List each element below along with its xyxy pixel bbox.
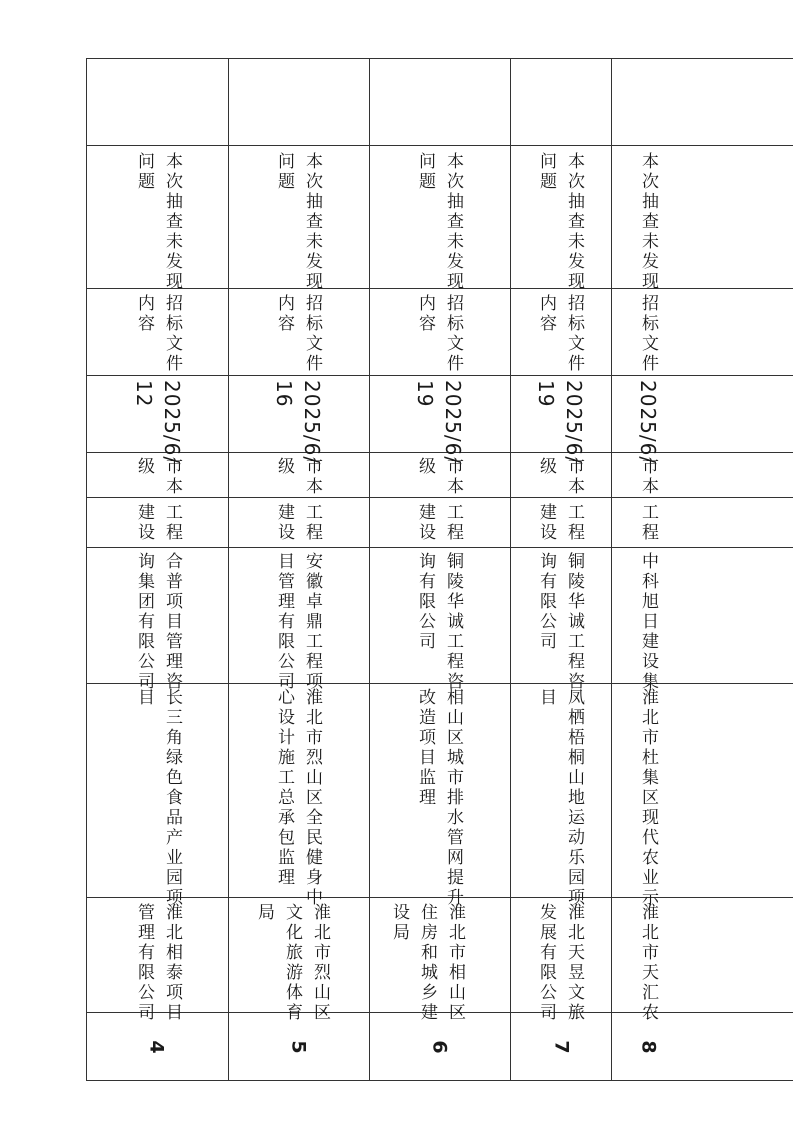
- row-divider: [510, 58, 511, 1080]
- agency-cell: 安徽卓鼎工程项 目管理有限公司: [274, 552, 322, 692]
- type-cell: 工程: [638, 503, 658, 543]
- project-cell: 凤栖梧桐山地运动乐园项 目: [536, 688, 584, 908]
- table-border-top: [86, 58, 793, 59]
- column-divider: [86, 547, 793, 548]
- project-cell: 长三角绿色食品产业园项 目: [134, 688, 182, 908]
- level-cell: 市本 级: [134, 457, 182, 497]
- type-cell: 工程 建设: [274, 503, 322, 543]
- level-cell: 市本: [638, 457, 658, 497]
- row-number: 8: [637, 1040, 660, 1054]
- result-cell: 本次抽查未发现 问题: [415, 152, 463, 292]
- agency-cell: 铜陵华诚工程咨 询有限公司: [415, 552, 463, 692]
- table-border-bottom: [86, 1080, 793, 1081]
- project-cell: 淮北市烈山区全民健身中 心设计施工总承包监理: [274, 688, 322, 908]
- row-number: 6: [428, 1040, 451, 1054]
- project-cell: 淮北市杜集区现代农业示: [638, 688, 658, 908]
- scope-cell: 招标文件 内容: [134, 294, 182, 374]
- column-divider: [86, 145, 793, 146]
- unit-cell: 淮北天昱文旅 发展有限公司: [536, 903, 584, 1023]
- agency-cell: 铜陵华诚工程咨 询有限公司: [536, 552, 584, 692]
- level-cell: 市本 级: [415, 457, 463, 497]
- result-cell: 本次抽查未发现 问题: [274, 152, 322, 292]
- result-cell: 本次抽查未发现: [638, 152, 658, 292]
- agency-cell: 合普项目管理咨 询集团有限公司: [134, 552, 182, 692]
- unit-cell: 淮北市烈山区 文化旅游体育 局: [254, 903, 330, 1023]
- row-divider: [369, 58, 370, 1080]
- date-cell: 2025/6/ 16: [272, 380, 324, 465]
- row-number: 7: [550, 1040, 573, 1054]
- date-cell: 2025/6/ 12: [132, 380, 184, 465]
- level-cell: 市本 级: [536, 457, 584, 497]
- column-divider: [86, 375, 793, 376]
- project-cell: 相山区城市排水管网提升 改造项目监理: [415, 688, 463, 908]
- date-cell: 2025/6/ 19: [534, 380, 586, 465]
- date-cell: 2025/6/: [636, 380, 660, 465]
- date-cell: 2025/6/ 19: [413, 380, 465, 465]
- type-cell: 工程 建设: [415, 503, 463, 543]
- type-cell: 工程 建设: [134, 503, 182, 543]
- scope-cell: 招标文件 内容: [274, 294, 322, 374]
- column-divider: [86, 497, 793, 498]
- unit-cell: 淮北市相山区 住房和城乡建 设局: [389, 903, 465, 1023]
- type-cell: 工程 建设: [536, 503, 584, 543]
- level-cell: 市本 级: [274, 457, 322, 497]
- result-cell: 本次抽查未发现 问题: [134, 152, 182, 292]
- unit-cell: 淮北相泰项目 管理有限公司: [134, 903, 182, 1023]
- table-border-left: [86, 58, 87, 1080]
- row-divider: [611, 58, 612, 1080]
- row-number: 5: [287, 1040, 310, 1054]
- scope-cell: 招标文件 内容: [415, 294, 463, 374]
- unit-cell: 淮北市天汇农: [638, 903, 658, 1023]
- agency-cell: 中科旭日建设集: [638, 552, 658, 692]
- row-divider: [228, 58, 229, 1080]
- scope-cell: 招标文件 内容: [536, 294, 584, 374]
- scope-cell: 招标文件: [638, 294, 658, 374]
- result-cell: 本次抽查未发现 问题: [536, 152, 584, 292]
- row-number: 4: [145, 1040, 168, 1054]
